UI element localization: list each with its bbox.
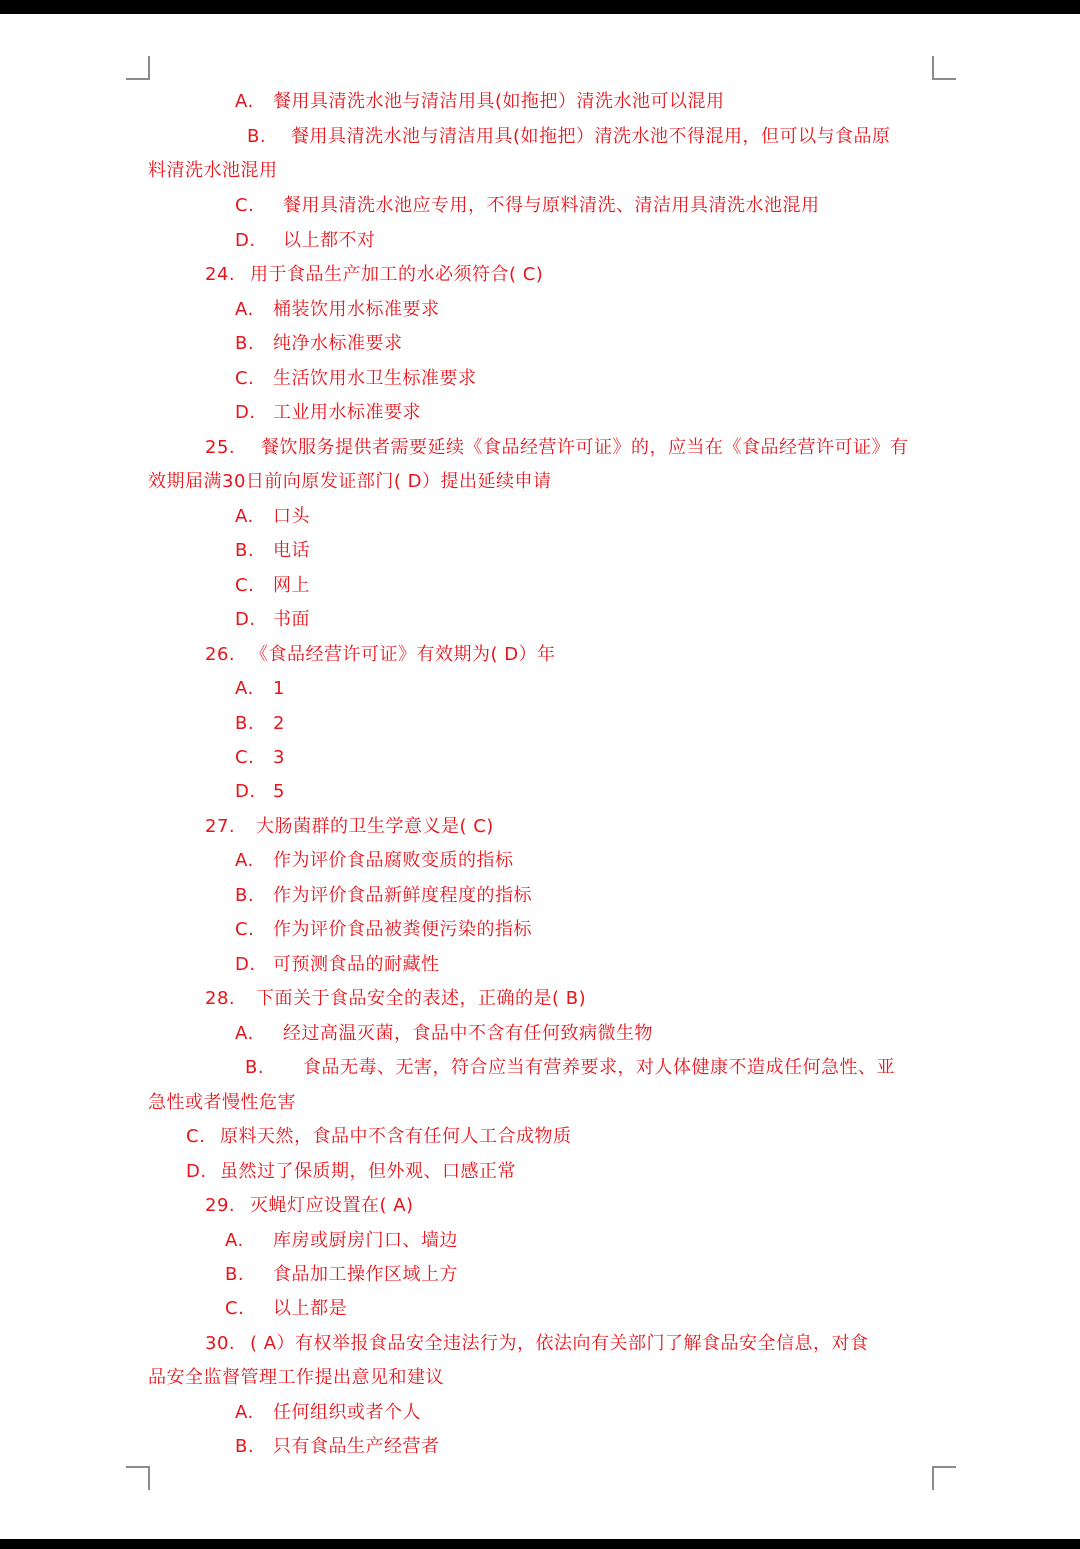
option-line: B. 餐用具清洗水池与清洁用具(如拖把）清洗水池不得混用，但可以与食品原 [247,126,891,147]
option-line: C. 餐用具清洗水池应专用，不得与原料清洗、清洁用具清洗水池混用 [235,195,820,216]
question-line: 24. 用于食品生产加工的水必须符合( C) [205,264,544,285]
option-line: D. 工业用水标准要求 [235,402,421,423]
crop-mark-top-right [932,56,956,80]
option-line: D. 可预测食品的耐藏性 [235,954,440,975]
continuation-line: 效期届满30日前向原发证部门( D）提出延续申请 [148,471,552,492]
option-line: D. 以上都不对 [235,230,376,251]
continuation-line: 急性或者慢性危害 [148,1092,296,1113]
option-line: C. 生活饮用水卫生标准要求 [235,368,477,389]
option-line: B. 2 [235,713,285,734]
option-line: C. 网上 [235,575,310,596]
crop-mark-top-left [126,56,150,80]
crop-mark-bottom-right [932,1466,956,1490]
option-line: C. 原料天然，食品中不含有任何人工合成物质 [186,1126,572,1147]
question-line: 28. 下面关于食品安全的表述，正确的是( B) [205,988,587,1009]
option-line: A. 餐用具清洗水池与清洁用具(如拖把）清洗水池可以混用 [235,91,725,112]
option-line: B. 纯净水标准要求 [235,333,403,354]
option-line: C. 以上都是 [225,1298,347,1319]
option-line: D. 书面 [235,609,310,630]
question-line: 25. 餐饮服务提供者需要延续《食品经营许可证》的，应当在《食品经营许可证》有 [205,437,909,458]
option-line: A. 作为评价食品腐败变质的指标 [235,850,514,871]
option-line: A. 1 [235,678,285,699]
crop-mark-bottom-left [126,1466,150,1490]
option-line: A. 任何组织或者个人 [235,1402,421,1423]
option-line: A. 库房或厨房门口、墙边 [225,1230,458,1251]
option-line: B. 电话 [235,540,310,561]
option-line: B. 食品无毒、无害，符合应当有营养要求，对人体健康不造成任何急性、亚 [245,1057,895,1078]
top-border [0,0,1080,14]
bottom-border [0,1539,1080,1549]
option-line: D. 虽然过了保质期，但外观、口感正常 [186,1161,516,1182]
option-line: C. 作为评价食品被粪便污染的指标 [235,919,532,940]
question-line: 29. 灭蝇灯应设置在( A) [205,1195,414,1216]
option-line: A. 经过高温灭菌，食品中不含有任何致病微生物 [235,1023,653,1044]
option-line: B. 作为评价食品新鲜度程度的指标 [235,885,532,906]
continuation-line: 品安全监督管理工作提出意见和建议 [148,1367,444,1388]
option-line: B. 食品加工操作区域上方 [225,1264,458,1285]
option-line: A. 桶装饮用水标准要求 [235,299,440,320]
option-line: A. 口头 [235,506,310,527]
option-line: D. 5 [235,781,285,802]
question-line: 26. 《食品经营许可证》有效期为( D）年 [205,644,556,665]
question-line: 30. ( A）有权举报食品安全违法行为，依法向有关部门了解食品安全信息，对食 [205,1333,869,1354]
option-line: C. 3 [235,747,285,768]
question-line: 27. 大肠菌群的卫生学意义是( C) [205,816,494,837]
option-line: B. 只有食品生产经营者 [235,1436,440,1457]
continuation-line: 料清洗水池混用 [148,160,278,181]
